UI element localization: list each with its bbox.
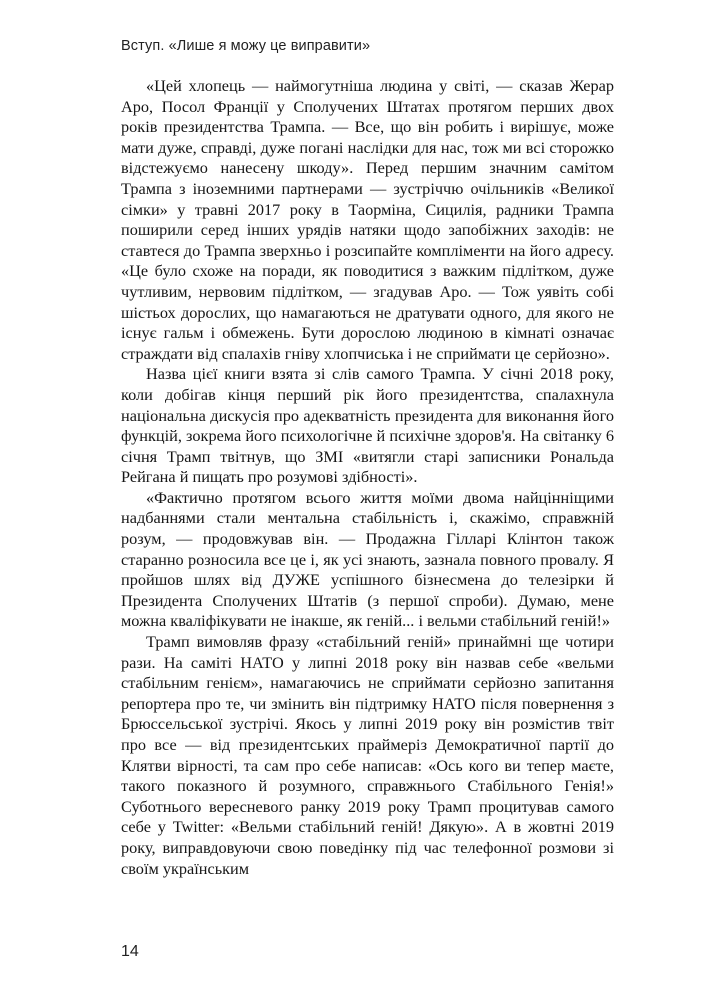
page-number: 14 [121, 943, 139, 960]
body-text [121, 76, 614, 879]
paragraph: Назва цієї книги взята зі слів самого Трампа. У січні 2018 року, коли добігав кінця перший рік його президентства, спалахнула національна дискусія про адекватність президента для виконання його функцій, зокрема його психологічне й психічне здоров'я. На світанку 6 січня Трамп твітнув, що ЗМІ «витягли старі записники Рональда Рейгана й пищать про розумові здібності». [121, 364, 614, 487]
paragraph: «Фактично протягом всього життя моїми двома найцінніщими надбаннями стали ментальна стабільність і, скажімо, справжній розум, — продовжував він. — Продажна Гілларі Клінтон також старанно розносила все це і, як усі знають, зазнала повного провалу. Я пройшов шлях від ДУЖЕ успішного бізнесмена до телезірки й Президента Сполучених Штатів (з першої спроби). Думаю, мене можна кваліфікувати не інакше, як геній... і вельми стабільний геній!» [121, 487, 614, 631]
paragraph: Трамп вимовляв фразу «стабільний геній» принаймні ще чотири рази. На саміті НАТО у липні 2018 року він назвав себе «вельми стабільним генієм», намагаючись не сприймати серйозно запитання репортера про те, чи змінить він підтримку НАТО після повернення з Брюссельської зустрічі. Якось у липні 2019 року він розмістив твіт про все — від президентських праймеріз Демократичної партії до Клятви вірності, та сам про себе написав: «Ось кого ви тепер маєте, такого показного й розумного, справжнього Стабільного Генія!» Суботнього вересневого ранку 2019 року Трамп процитував самого себе у Twitter: «Вельми стабільний геній! Дякую». А в жовтні 2019 року, виправдовуючи свою поведінку під час телефонної розмови зі своїм українським [121, 632, 614, 878]
running-head: Вступ. «Лише я можу це виправити» [121, 38, 371, 54]
paragraph: «Цей хлопець — наймогутніша людина у світі, — сказав Жерар Аро, Посол Франції у Сполучених Штатах протягом перших двох років президентства Трампа. — Все, що він робить і вирішує, може мати дуже, справді, дуже погані наслідки для нас, тож ми всі сторожко відстежуємо нанесену шкоду». Перед першим значним самітом Трампа з іноземними партнерами — зустріччю очільників «Великої сімки» у травні 2017 року в Таорміна, Сицилія, радники Трампа поширили серед інших урядів натяки щодо запобіжних заходів: не ставтеся до Трампа зверхньо і розсипайте компліменти на його адресу. «Це було схоже на поради, як поводитися з важким підлітком, дуже чутливим, нервовим підлітком, — згадував Аро. — Тож уявіть собі шістьох дорослих, що намагаються не дратувати одного, для якого не існує гальм і обмежень. Бути дорослою людиною в кімнаті означає страждати від спалахів гніву хлопчиська і не сприймати це серйозно». [121, 76, 614, 363]
